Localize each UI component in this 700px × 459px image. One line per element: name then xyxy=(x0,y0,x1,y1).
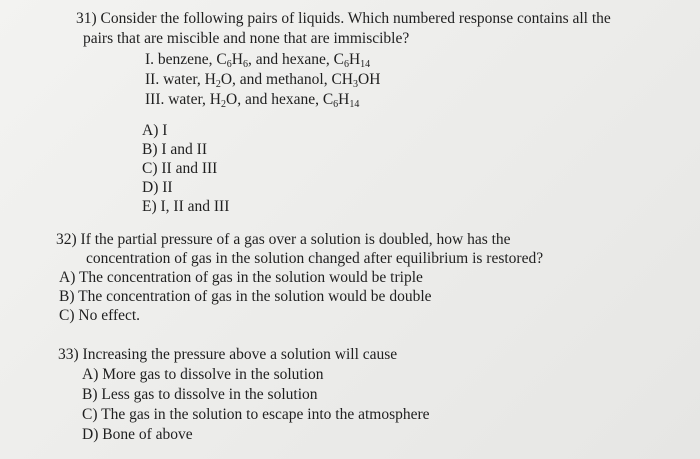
q31-item-2: II. water, $H_2O$, and methanol, $CH_3OH$ xyxy=(145,71,381,90)
q32-stem-line2: concentration of gas in the solution changed after equilibrium is restored? xyxy=(86,250,544,267)
q33-stem: 33) Increasing the pressure above a solution will cause xyxy=(58,346,398,363)
q33-choice-b: B) Less gas to dissolve in the solution xyxy=(82,386,318,403)
q31-item-3: III. water, $H_2O$, and hexane, $C_6H_{14}$ xyxy=(145,91,360,110)
q33-choice-c: C) The gas in the solution to escape into the atmosphere xyxy=(82,406,430,423)
q32-choice-b: B) The concentration of gas in the solution would be double xyxy=(59,288,432,305)
q31-item-1: I. benzene, $C_6H_6$, and hexane, $C_6H_{14}$ xyxy=(145,51,371,70)
q32-stem-line1: 32) If the partial pressure of a gas over a solution is doubled, how has the xyxy=(56,231,511,248)
q31-choice-a: A) I xyxy=(142,122,168,139)
q33-choice-a: A) More gas to dissolve in the solution xyxy=(82,366,324,383)
q32-choice-c: C) No effect. xyxy=(59,307,141,324)
q31-stem-line1: 31) Consider the following pairs of liquids. Which numbered response contains all the xyxy=(76,10,611,27)
q33-choice-d: D) Bone of above xyxy=(82,426,193,443)
q31-choice-e: E) I, II and III xyxy=(142,198,230,215)
q31-choice-c: C) II and III xyxy=(142,160,218,177)
q31-choice-d: D) II xyxy=(142,179,173,196)
q32-choice-a: A) The concentration of gas in the solution would be triple xyxy=(59,269,423,286)
q31-stem-line2: pairs that are miscible and none that are immiscible? xyxy=(83,30,410,47)
q31-choice-b: B) I and II xyxy=(142,141,207,158)
